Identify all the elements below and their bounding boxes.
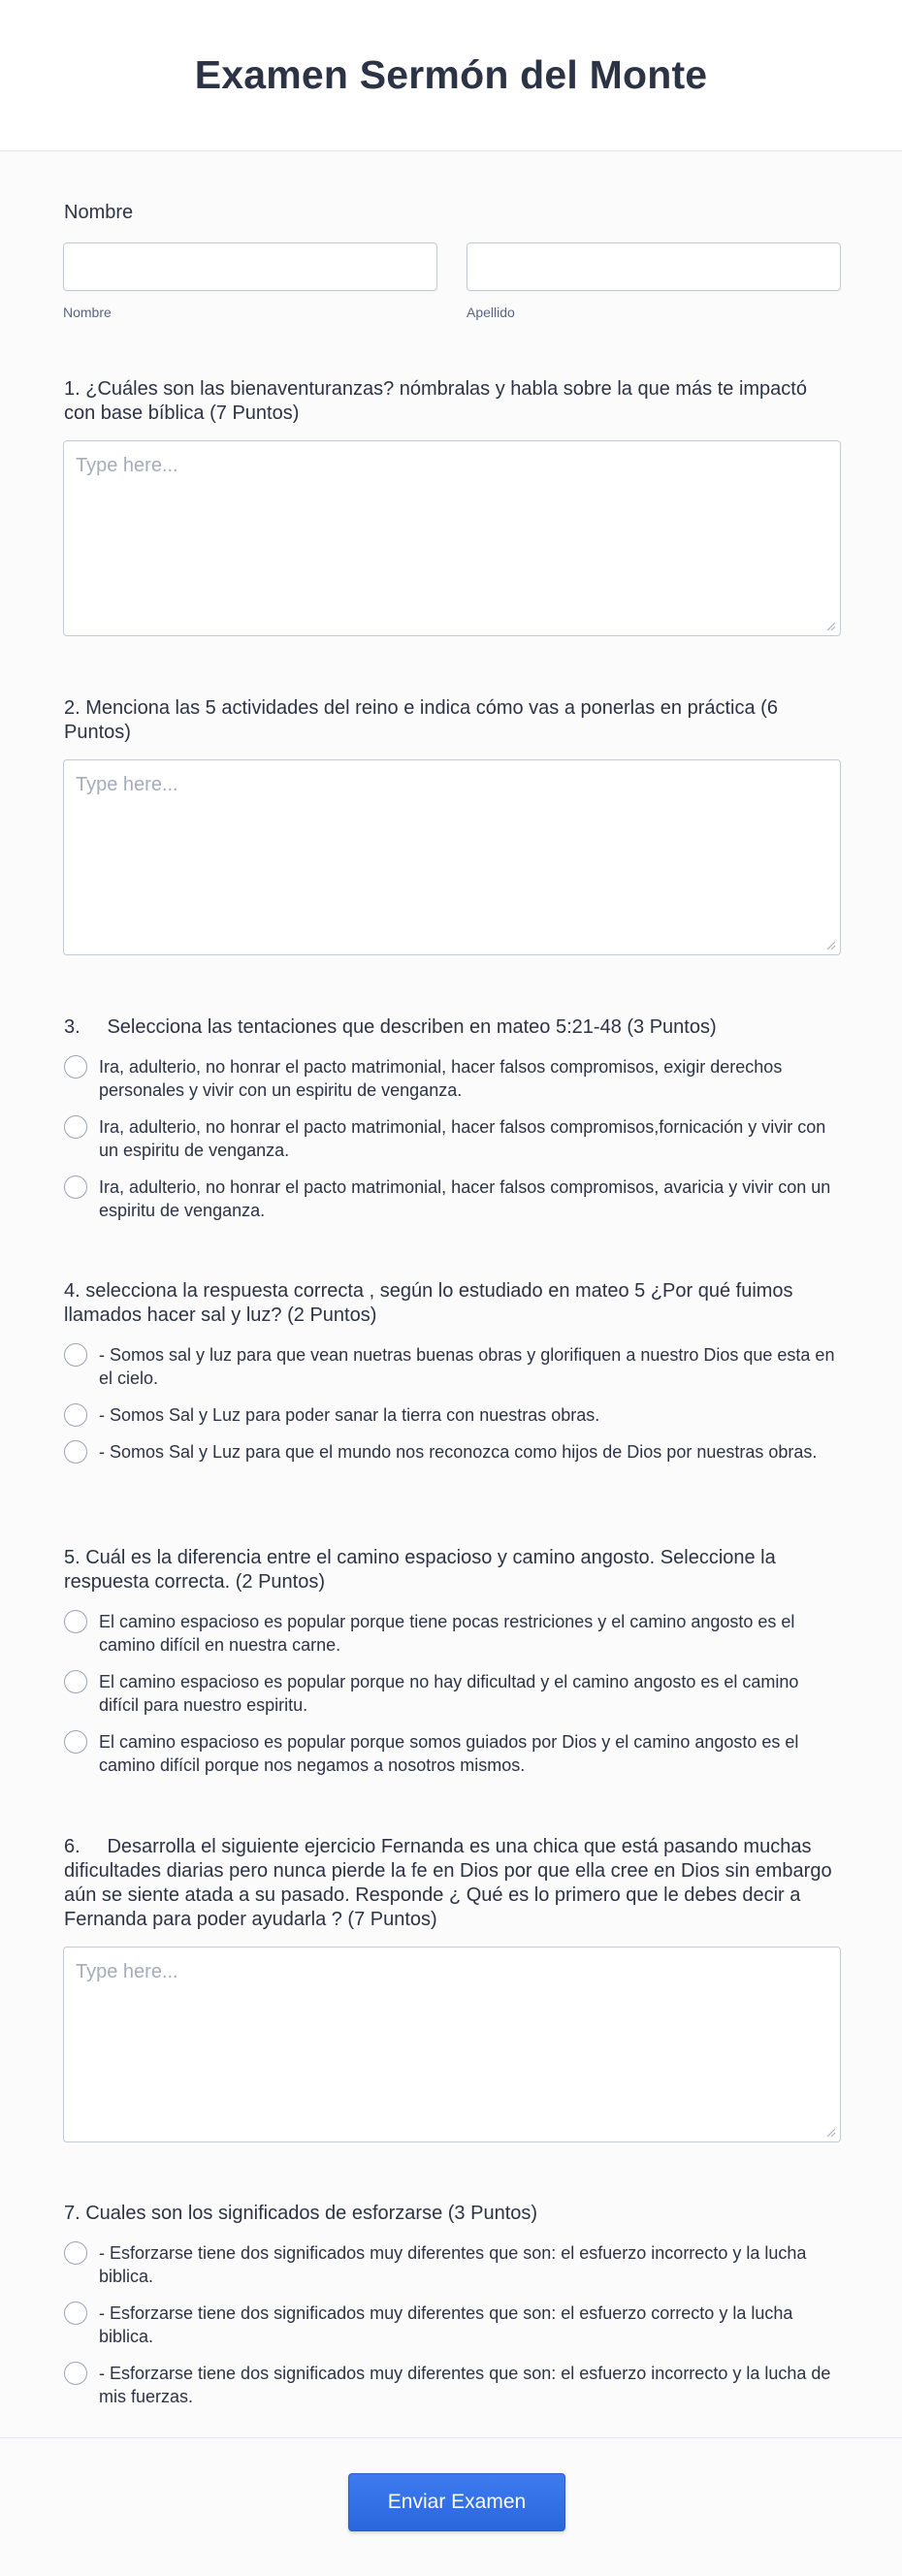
question-3-option-2[interactable] — [64, 1115, 842, 1162]
question-2-label: 2. Menciona las 5 actividades del reino e indica cómo vas a ponerlas en práctica (6 Puntos) — [64, 697, 778, 743]
radio-button[interactable] — [64, 1175, 87, 1199]
question-6-label: 6. Desarrolla el siguiente ejercicio Fernanda es una chica que está pasando muchas dificultades diarias pero nunca pierde la fe en Dios por que ella cree en Dios sin embargo aún se siente atada a su pasado. Responde ¿ Qué es lo primero que le debes decir a Fernanda para poder ayudarla ? (7 Puntos) — [64, 1836, 838, 1930]
question-7-option-3[interactable] — [64, 2362, 842, 2408]
question-2-textarea-wrap — [63, 759, 841, 955]
radio-button[interactable] — [64, 1670, 87, 1693]
radio-button[interactable] — [64, 1403, 87, 1427]
question-4-option-2[interactable] — [64, 1403, 842, 1427]
option-label: Ira, adulterio, no honrar el pacto matrimonial, hacer falsos compromisos, avaricia y vivir con un espiritu de venganza. — [99, 1177, 831, 1220]
option-label: El camino espacioso es popular porque no hay dificultad y el camino angosto es el camino difícil para nuestro espiritu. — [99, 1672, 799, 1715]
last-name-col — [467, 242, 841, 320]
option-label: - Esforzarse tiene dos significados muy diferentes que son: el esfuerzo correcto y la lucha biblica. — [99, 2303, 793, 2346]
question-5-option-3[interactable] — [64, 1730, 842, 1777]
last-name-sublabel: Apellido — [467, 305, 515, 320]
question-4-label: 4. selecciona la respuesta correcta , según lo estudiado en mateo 5 ¿Por qué fuimos llamados hacer sal y luz? (2 Puntos) — [64, 1280, 793, 1326]
question-4-option-3[interactable] — [64, 1440, 842, 1464]
name-section — [64, 201, 842, 320]
option-label: El camino espacioso es popular porque somos guiados por Dios y el camino angosto es el camino difícil porque nos negamos a nosotros mismos. — [99, 1732, 799, 1775]
question-6-textarea-wrap — [63, 1947, 841, 2142]
option-label: Ira, adulterio, no honrar el pacto matrimonial, hacer falsos compromisos,fornicación y vivir con un espiritu de venganza. — [99, 1117, 826, 1160]
question-7-option-1[interactable] — [64, 2241, 842, 2288]
option-label: - Somos Sal y Luz para que el mundo nos reconozca como hijos de Dios por nuestras obras. — [99, 1442, 818, 1462]
question-5 — [64, 1546, 842, 1790]
first-name-input[interactable] — [63, 242, 437, 291]
form-header — [0, 0, 902, 151]
question-6-textarea[interactable] — [63, 1947, 841, 2142]
question-5-label: 5. Cuál es la diferencia entre el camino espacioso y camino angosto. Seleccione la respuesta correcta. (2 Puntos) — [64, 1547, 776, 1593]
radio-button[interactable] — [64, 1343, 87, 1367]
radio-button[interactable] — [64, 1115, 87, 1139]
option-label: Ira, adulterio, no honrar el pacto matrimonial, hacer falsos compromisos, exigir derechos personales y vivir con un espiritu de venganza. — [99, 1057, 783, 1100]
question-3-options — [64, 1055, 842, 1222]
question-4 — [64, 1279, 842, 1477]
option-label: - Esforzarse tiene dos significados muy diferentes que son: el esfuerzo incorrecto y la lucha de mis fuerzas. — [99, 2364, 831, 2406]
first-name-col — [63, 242, 437, 320]
radio-button[interactable] — [64, 1730, 87, 1754]
radio-button[interactable] — [64, 1055, 87, 1079]
question-1-label: 1. ¿Cuáles son las bienaventuranzas? nómbralas y habla sobre la que más te impactó con base bíblica (7 Puntos) — [64, 378, 807, 424]
question-7 — [64, 2202, 842, 2422]
first-name-sublabel: Nombre — [63, 305, 112, 320]
form-title: Examen Sermón del Monte — [194, 52, 708, 97]
question-2-textarea[interactable] — [63, 759, 841, 955]
question-5-options — [64, 1610, 842, 1777]
radio-button[interactable] — [64, 1610, 87, 1633]
question-7-options — [64, 2241, 842, 2408]
last-name-input[interactable] — [467, 242, 841, 291]
option-label: - Somos sal y luz para que vean nuetras buenas obras y glorifiquen a nuestro Dios que esta en el cielo. — [99, 1345, 835, 1388]
question-3-label: 3. Selecciona las tentaciones que describen en mateo 5:21-48 (3 Puntos) — [64, 1016, 717, 1038]
question-3-option-1[interactable] — [64, 1055, 842, 1102]
question-3-option-3[interactable] — [64, 1175, 842, 1222]
question-1 — [64, 377, 842, 636]
question-3 — [64, 1015, 842, 1236]
question-1-textarea[interactable] — [63, 440, 841, 636]
radio-button[interactable] — [64, 2241, 87, 2265]
question-2 — [64, 696, 842, 955]
question-1-textarea-wrap — [63, 440, 841, 636]
form-footer — [0, 2437, 902, 2576]
question-5-option-2[interactable] — [64, 1670, 842, 1717]
radio-button[interactable] — [64, 2302, 87, 2325]
radio-button[interactable] — [64, 1440, 87, 1464]
question-5-option-1[interactable] — [64, 1610, 842, 1657]
question-6 — [64, 1835, 842, 2142]
radio-button[interactable] — [64, 2362, 87, 2385]
question-4-options — [64, 1343, 842, 1464]
option-label: El camino espacioso es popular porque tiene pocas restriciones y el camino angosto es el camino difícil en nuestra carne. — [99, 1612, 795, 1655]
option-label: - Esforzarse tiene dos significados muy diferentes que son: el esfuerzo incorrecto y la lucha biblica. — [99, 2243, 807, 2286]
name-label: Nombre — [64, 202, 134, 223]
question-7-label: 7. Cuales son los significados de esforzarse (3 Puntos) — [64, 2203, 538, 2224]
question-7-option-2[interactable] — [64, 2302, 842, 2348]
name-row — [63, 242, 842, 320]
option-label: - Somos Sal y Luz para poder sanar la tierra con nuestras obras. — [99, 1405, 600, 1425]
question-4-option-1[interactable] — [64, 1343, 842, 1390]
submit-button[interactable]: Enviar Examen — [348, 2473, 565, 2531]
